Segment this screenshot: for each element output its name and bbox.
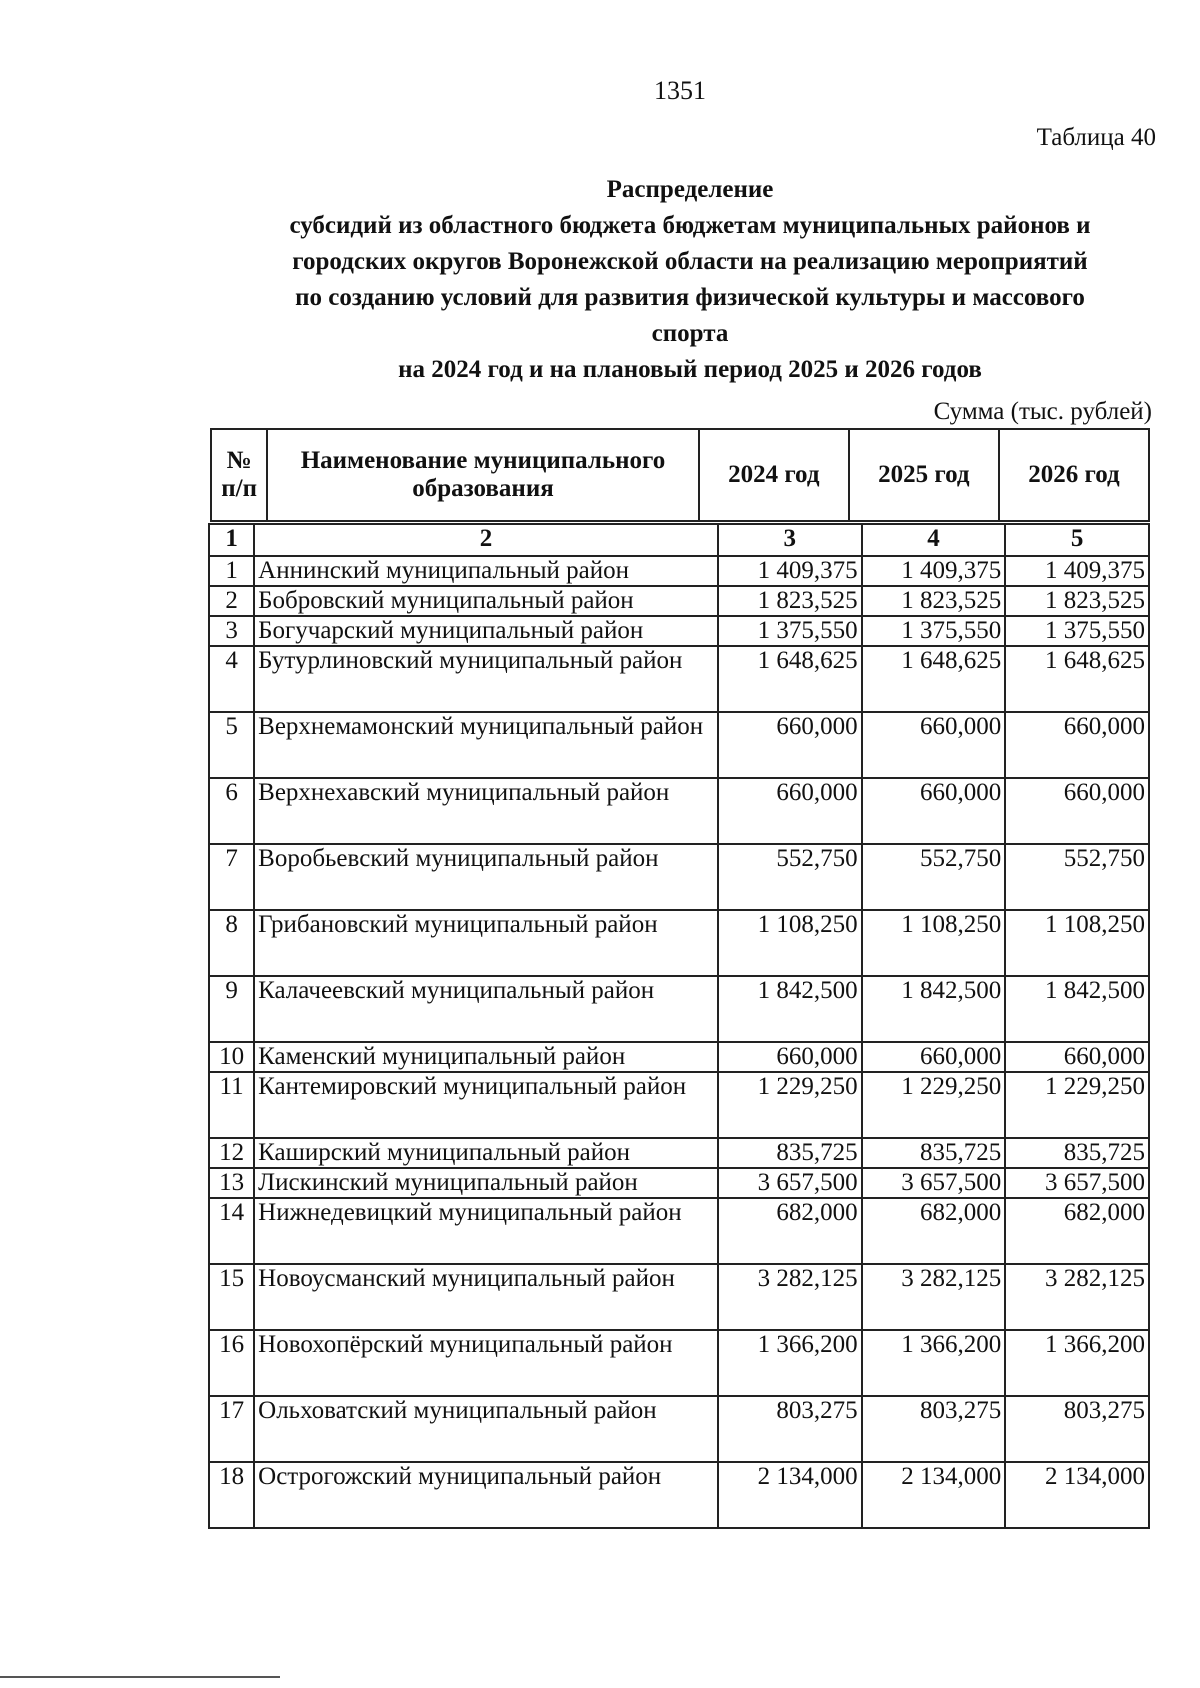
row-name: Аннинский муниципальный район (254, 556, 718, 586)
table-label: Таблица 40 (1036, 124, 1156, 151)
header-num: № п/п (211, 429, 267, 521)
table-body (209, 524, 1149, 1528)
row-name: Бобровский муниципальный район (254, 586, 718, 616)
row-value-2026: 1 648,625 (1005, 646, 1149, 712)
row-value-2026: 660,000 (1005, 712, 1149, 778)
row-value-2024: 1 648,625 (718, 646, 862, 712)
column-number: 2 (254, 524, 718, 556)
header-2025: 2025 год (849, 429, 999, 521)
row-number: 12 (209, 1138, 254, 1168)
row-number: 6 (209, 778, 254, 844)
row-value-2024: 660,000 (718, 778, 862, 844)
header-2024: 2024 год (699, 429, 849, 521)
table-row (209, 1396, 1149, 1462)
column-number: 1 (209, 524, 254, 556)
row-value-2026: 1 366,200 (1005, 1330, 1149, 1396)
row-value-2025: 660,000 (862, 712, 1006, 778)
row-value-2026: 552,750 (1005, 844, 1149, 910)
row-value-2025: 1 409,375 (862, 556, 1006, 586)
table-row (209, 844, 1149, 910)
row-name: Ольховатский муниципальный район (254, 1396, 718, 1462)
table-row (209, 586, 1149, 616)
row-name: Каширский муниципальный район (254, 1138, 718, 1168)
row-value-2026: 803,275 (1005, 1396, 1149, 1462)
table-row (209, 556, 1149, 586)
row-number: 9 (209, 976, 254, 1042)
row-number: 8 (209, 910, 254, 976)
row-value-2024: 1 229,250 (718, 1072, 862, 1138)
row-number: 15 (209, 1264, 254, 1330)
row-name: Бутурлиновский муниципальный район (254, 646, 718, 712)
row-value-2026: 1 108,250 (1005, 910, 1149, 976)
row-name: Грибановский муниципальный район (254, 910, 718, 976)
row-value-2024: 552,750 (718, 844, 862, 910)
document-title (210, 172, 1170, 388)
row-name: Верхнехавский муниципальный район (254, 778, 718, 844)
table-row (209, 910, 1149, 976)
row-value-2025: 1 648,625 (862, 646, 1006, 712)
row-value-2024: 1 375,550 (718, 616, 862, 646)
row-number: 11 (209, 1072, 254, 1138)
table-row (209, 1138, 1149, 1168)
row-value-2025: 682,000 (862, 1198, 1006, 1264)
table-row (209, 1168, 1149, 1198)
table-row (209, 1330, 1149, 1396)
row-value-2024: 803,275 (718, 1396, 862, 1462)
column-number: 3 (718, 524, 862, 556)
row-value-2024: 2 134,000 (718, 1462, 862, 1528)
table-row (209, 1072, 1149, 1138)
row-value-2026: 660,000 (1005, 1042, 1149, 1072)
column-numbers-row (209, 524, 1149, 556)
row-name: Верхнемамонский муниципальный район (254, 712, 718, 778)
row-value-2025: 2 134,000 (862, 1462, 1006, 1528)
row-value-2024: 660,000 (718, 712, 862, 778)
row-value-2026: 835,725 (1005, 1138, 1149, 1168)
row-number: 14 (209, 1198, 254, 1264)
row-value-2026: 3 282,125 (1005, 1264, 1149, 1330)
row-value-2025: 1 229,250 (862, 1072, 1006, 1138)
row-value-2024: 1 366,200 (718, 1330, 862, 1396)
row-value-2025: 1 108,250 (862, 910, 1006, 976)
row-number: 16 (209, 1330, 254, 1396)
row-number: 1 (209, 556, 254, 586)
table-row (209, 616, 1149, 646)
row-value-2025: 1 366,200 (862, 1330, 1006, 1396)
table-row (209, 712, 1149, 778)
row-value-2025: 660,000 (862, 778, 1006, 844)
row-name: Новоусманский муниципальный район (254, 1264, 718, 1330)
table-row (209, 1198, 1149, 1264)
row-number: 3 (209, 616, 254, 646)
table-row (209, 976, 1149, 1042)
title-line: субсидий из областного бюджета бюджетам муниципальных районов и (289, 212, 1091, 239)
title-line: на 2024 год и на плановый период 2025 и 2026 годов (398, 356, 982, 383)
table-row (209, 1042, 1149, 1072)
row-value-2026: 1 842,500 (1005, 976, 1149, 1042)
column-number: 4 (862, 524, 1006, 556)
table-row (209, 1264, 1149, 1330)
row-value-2025: 660,000 (862, 1042, 1006, 1072)
row-name: Нижнедевицкий муниципальный район (254, 1198, 718, 1264)
row-value-2024: 3 657,500 (718, 1168, 862, 1198)
row-value-2024: 3 282,125 (718, 1264, 862, 1330)
table-row (209, 1462, 1149, 1528)
row-value-2026: 682,000 (1005, 1198, 1149, 1264)
row-value-2025: 1 823,525 (862, 586, 1006, 616)
row-value-2024: 1 823,525 (718, 586, 862, 616)
row-name: Богучарский муниципальный район (254, 616, 718, 646)
table-row (209, 646, 1149, 712)
row-value-2025: 1 842,500 (862, 976, 1006, 1042)
row-value-2025: 835,725 (862, 1138, 1006, 1168)
title-line: Распределение (606, 176, 774, 203)
table-row (209, 778, 1149, 844)
row-value-2025: 3 282,125 (862, 1264, 1006, 1330)
row-number: 7 (209, 844, 254, 910)
row-value-2026: 2 134,000 (1005, 1462, 1149, 1528)
sum-unit-label: Сумма (тыс. рублей) (933, 398, 1152, 425)
row-name: Новохопёрский муниципальный район (254, 1330, 718, 1396)
row-value-2024: 660,000 (718, 1042, 862, 1072)
row-number: 5 (209, 712, 254, 778)
subsidy-table (208, 523, 1150, 1529)
row-value-2026: 1 375,550 (1005, 616, 1149, 646)
row-value-2026: 3 657,500 (1005, 1168, 1149, 1198)
title-line: спорта (651, 320, 729, 347)
footer-rule (0, 1676, 280, 1678)
row-value-2025: 552,750 (862, 844, 1006, 910)
row-name: Каменский муниципальный район (254, 1042, 718, 1072)
row-value-2024: 682,000 (718, 1198, 862, 1264)
row-name: Воробьевский муниципальный район (254, 844, 718, 910)
row-value-2024: 835,725 (718, 1138, 862, 1168)
row-number: 13 (209, 1168, 254, 1198)
title-line: городских округов Воронежской области на реализацию мероприятий (292, 248, 1088, 275)
header-name: Наименование муниципального образования (267, 429, 698, 521)
row-value-2026: 660,000 (1005, 778, 1149, 844)
row-number: 10 (209, 1042, 254, 1072)
header-2026: 2026 год (999, 429, 1149, 521)
column-number: 5 (1005, 524, 1149, 556)
row-number: 4 (209, 646, 254, 712)
row-value-2024: 1 108,250 (718, 910, 862, 976)
row-value-2025: 1 375,550 (862, 616, 1006, 646)
row-value-2024: 1 409,375 (718, 556, 862, 586)
page-number: 1351 (654, 76, 706, 105)
row-value-2025: 3 657,500 (862, 1168, 1006, 1198)
row-name: Кантемировский муниципальный район (254, 1072, 718, 1138)
row-value-2026: 1 229,250 (1005, 1072, 1149, 1138)
row-number: 2 (209, 586, 254, 616)
row-value-2026: 1 409,375 (1005, 556, 1149, 586)
row-number: 18 (209, 1462, 254, 1528)
table-header (210, 428, 1150, 522)
row-value-2026: 1 823,525 (1005, 586, 1149, 616)
row-name: Калачеевский муниципальный район (254, 976, 718, 1042)
row-number: 17 (209, 1396, 254, 1462)
row-value-2024: 1 842,500 (718, 976, 862, 1042)
title-line: по созданию условий для развития физической культуры и массового (295, 284, 1085, 311)
row-name: Лискинский муниципальный район (254, 1168, 718, 1198)
row-value-2025: 803,275 (862, 1396, 1006, 1462)
row-name: Острогожский муниципальный район (254, 1462, 718, 1528)
